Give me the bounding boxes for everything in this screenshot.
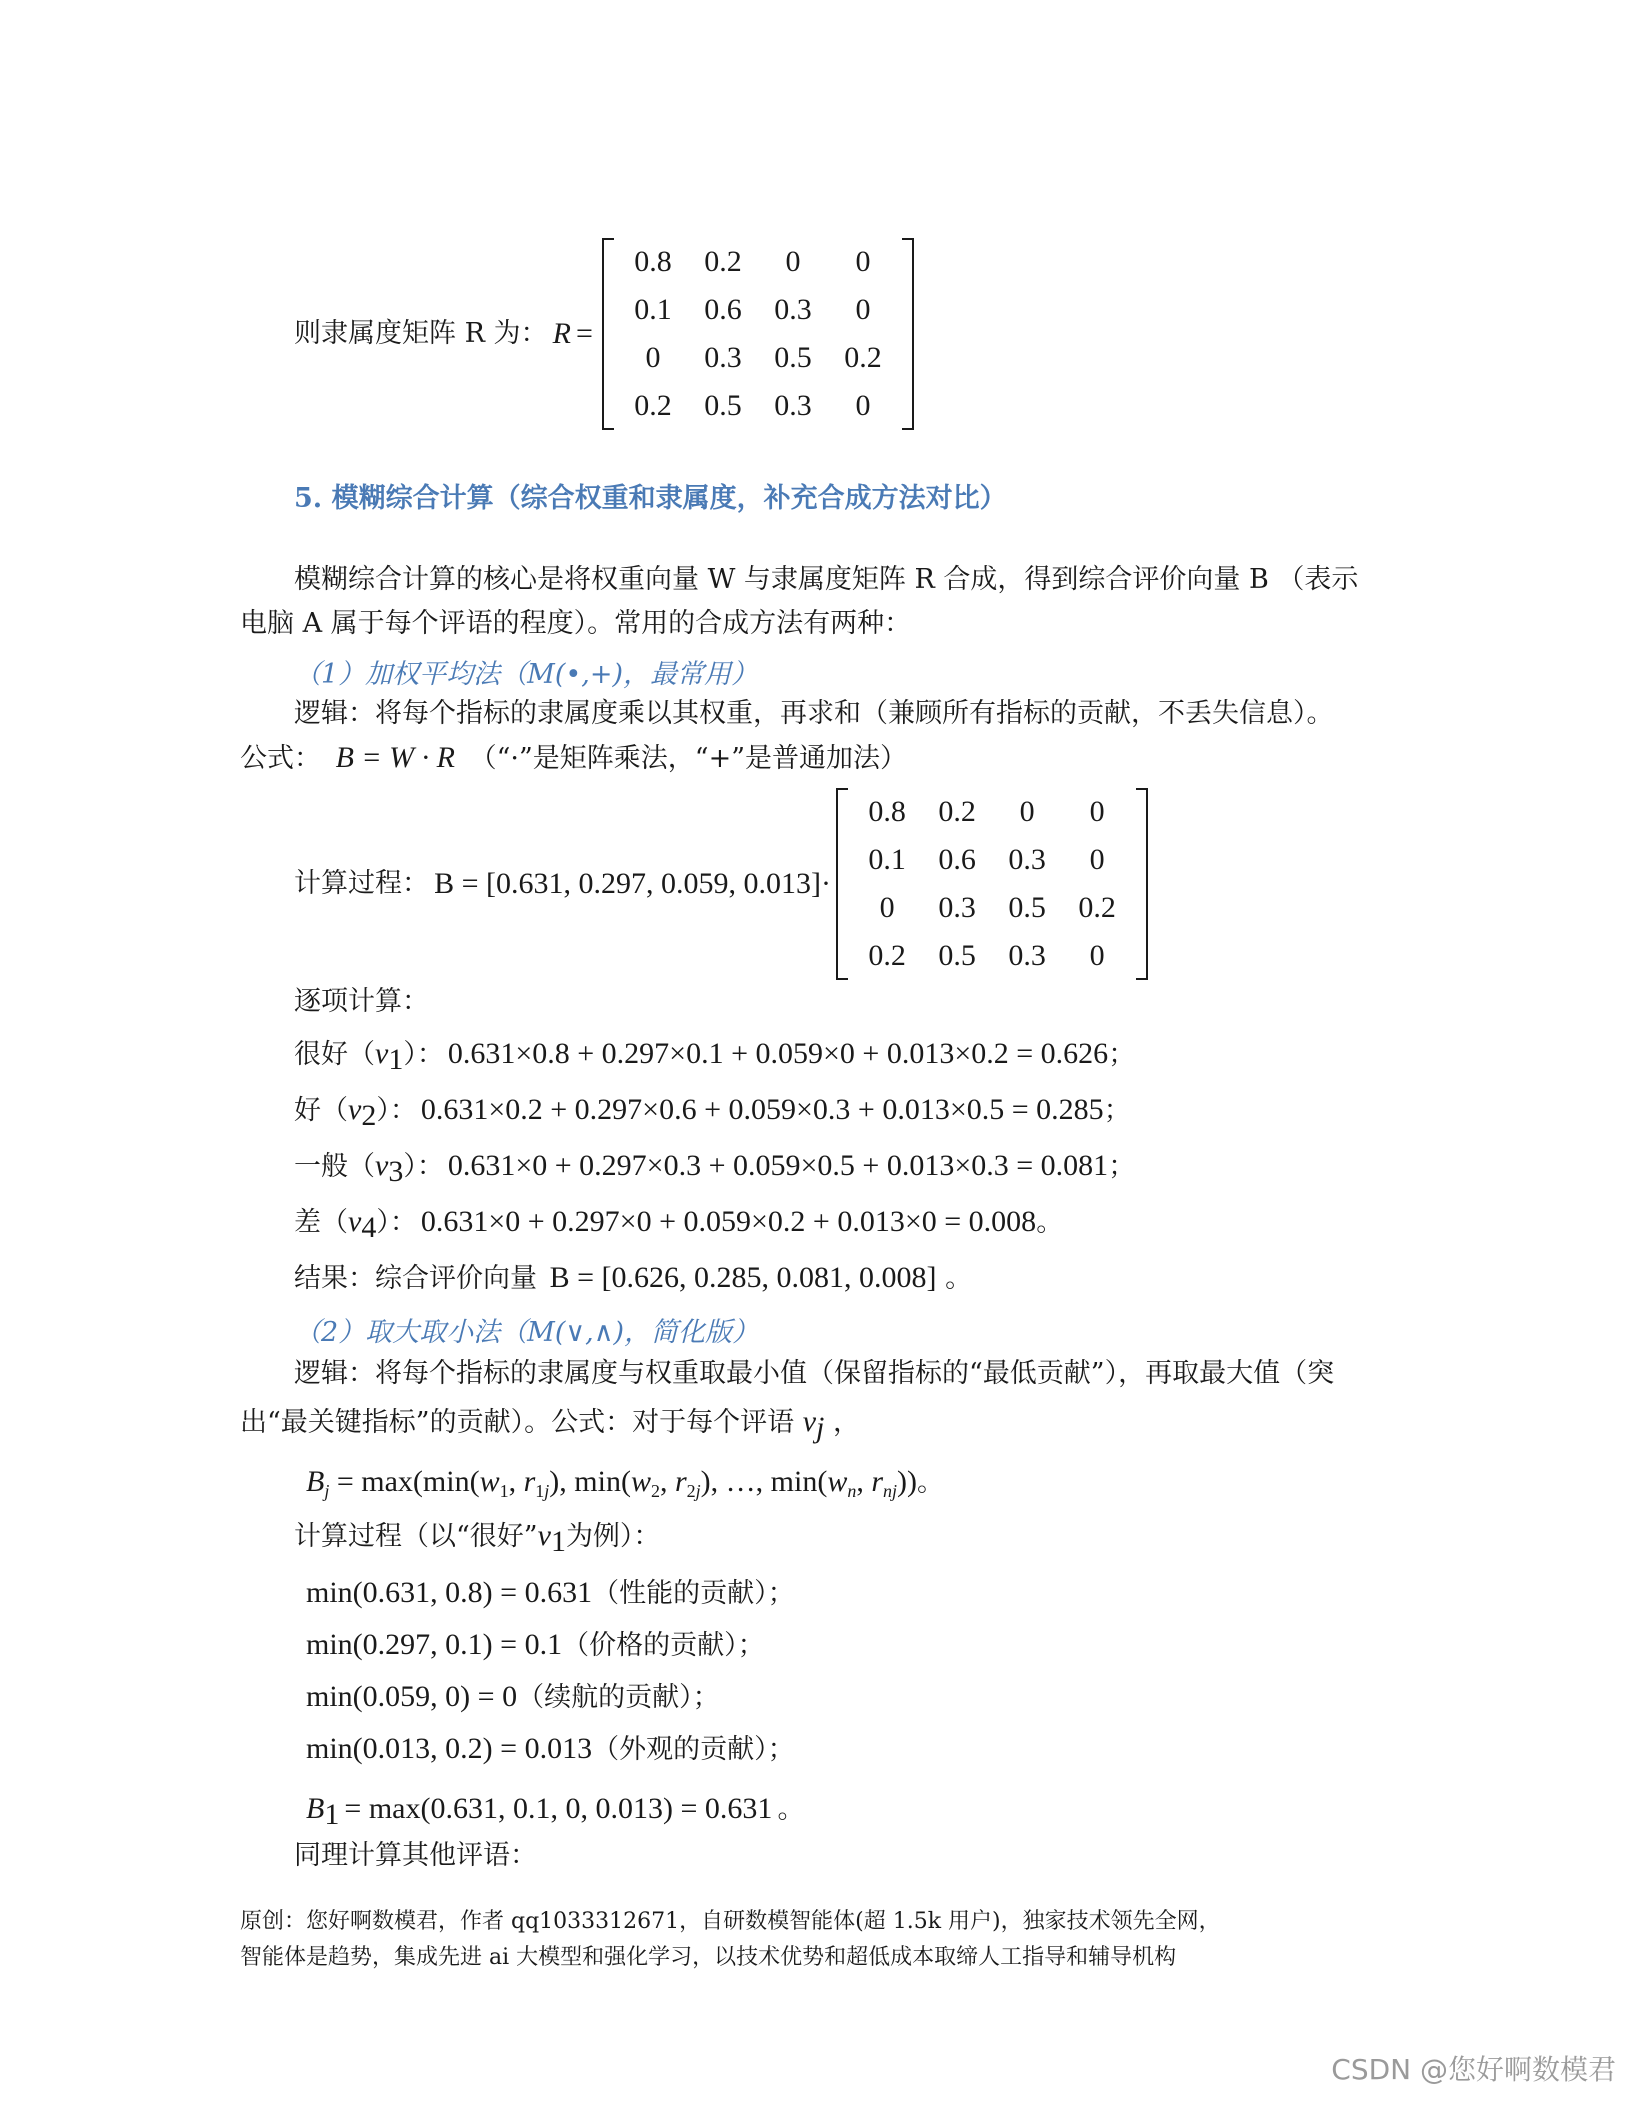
method-2-logic-var: v [802,1405,817,1438]
min-step-line [306,1576,795,1612]
itemized-label: 逐项计算： [294,986,429,1017]
matrix-r-block [294,238,914,430]
membership-matrix-r [602,238,914,430]
item-var: v [348,1205,362,1238]
calc-label-text: 计算过程（以“很好” [294,1521,538,1552]
item-var: v [348,1093,362,1126]
matrix-cell: 0 [1089,795,1105,828]
matrix-left-bracket [602,238,614,430]
matrix-r-equals: = [576,317,593,350]
item-label: 好（ [294,1095,348,1126]
matrix-cell: 0 [785,245,801,278]
min-step-line [306,1732,795,1768]
calc-var: v [537,1519,551,1552]
item-end: ； [1108,1151,1136,1182]
min-step-expr: min(0.297, 0.1) = 0.1 [306,1628,563,1661]
method-1-matrix [836,788,1148,980]
others-line: 同理计算其他评语： [294,1840,537,1871]
footer-line2: 智能体是趋势，集成先进 ai 大模型和强化学习，以技术优势和超低成本取缔人工指导和辅导机构 [240,1945,1177,1970]
method-2-logic-text: 出“最关键指标”的贡献）。公式：对于每个评语 [240,1407,795,1438]
method-2-title: （2）取大取小法（M(∨,∧)，简化版） [294,1317,759,1348]
item-expr: 0.631×0 + 0.297×0 + 0.059×0.2 + 0.013×0 = 0.008 [420,1205,1037,1238]
matrix-cell: 0 [1019,795,1035,828]
item-end: 。 [1036,1207,1064,1238]
method-2-formula-end: 。 [917,1467,945,1497]
matrix-cell: 0.3 [774,293,812,326]
method-2-logic-end: ， [832,1407,860,1438]
matrix-right-bracket [902,238,914,430]
matrix-cell: 0.8 [634,245,672,278]
method-2-logic-line1: 逻辑：将每个指标的隶属度与权重取最小值（保留指标的“最低贡献”），再取最大值（突 [294,1358,1335,1389]
method-1-formula-prefix: 公式： [240,743,321,774]
matrix-r-label: 则隶属度矩阵 R 为： [294,318,548,349]
matrix-cell: 0.2 [1078,891,1116,924]
matrix-left-bracket [836,788,848,980]
matrix-row [618,334,898,382]
item-close: ）： [376,1207,417,1238]
result-end: 。 [945,1263,973,1294]
itemized-line [294,1204,1063,1246]
item-close: ）： [403,1151,444,1182]
matrix-cell: 0.5 [938,939,976,972]
item-expr: 0.631×0 + 0.297×0.3 + 0.059×0.5 + 0.013×0.3 = 0.081 [447,1149,1109,1182]
b1-line [306,1792,804,1832]
matrix-row [618,238,898,286]
calc-end: 为例）： [565,1521,661,1552]
item-expr: 0.631×0.2 + 0.297×0.6 + 0.059×0.3 + 0.013×0.5 = 0.285 [420,1093,1104,1126]
item-end: ； [1103,1095,1131,1126]
section-5-heading: 5. 模糊综合计算（综合权重和隶属度，补充合成方法对比） [294,483,1007,514]
min-step-expr: min(0.631, 0.8) = 0.631 [306,1576,593,1609]
item-sub: 3 [388,1155,404,1188]
matrix-cell: 0.8 [868,795,906,828]
item-end: ； [1108,1039,1136,1070]
method-2-formula: $B_j = \max(\min(w_1$, $r_{1j}$), $\min(w_2$, $r_{2j}$), …, $\min(w_n$, $r_{nj}$))。 [306,1465,945,1501]
method-2-logic-sub: j [816,1411,825,1444]
min-step-note: （性能的贡献）； [592,1578,795,1609]
item-sub: 2 [361,1099,377,1132]
matrix-cell: 0 [1089,843,1105,876]
b1-symbol: B [306,1792,325,1825]
item-close: ）： [403,1039,444,1070]
method-1-calc-expr: B = [0.631, 0.297, 0.059, 0.013]· [434,867,831,900]
item-label: 一般（ [294,1151,375,1182]
matrix-cell: 0.3 [1008,939,1046,972]
matrix-cell: 0 [855,245,871,278]
itemized-line [294,1036,1135,1078]
method-1-logic: 逻辑：将每个指标的隶属度乘以其权重，再求和（兼顾所有指标的贡献，不丢失信息）。 [294,698,1334,729]
item-expr: 0.631×0.8 + 0.297×0.1 + 0.059×0 + 0.013×0.2 = 0.626 [447,1037,1109,1070]
matrix-cell: 0 [855,389,871,422]
matrix-cell: 0.2 [634,389,672,422]
footer-line1: 原创：您好啊数模君，作者 qq1033312671，自研数模智能体(超 1.5k 用户)，独家技术领先全网， [240,1909,1221,1934]
method-1-title: （1）加权平均法（M(•,+)，最常用） [294,659,759,690]
matrix-row [618,382,898,430]
matrix-cell: 0.1 [634,293,672,326]
item-sub: 1 [388,1043,404,1076]
matrix-cell: 0.3 [774,389,812,422]
matrix-cell: 0.2 [938,795,976,828]
matrix-cell: 0.5 [774,341,812,374]
matrix-row [852,932,1132,980]
matrix-cell: 0.6 [704,293,742,326]
result-line [294,1260,972,1297]
matrix-cell: 0 [645,341,661,374]
b1-expr: = max(0.631, 0.1, 0, 0.013) = 0.631 [344,1792,773,1825]
method-2-calc-label [294,1518,660,1560]
item-label: 差（ [294,1207,348,1238]
result-label: 结果：综合评价向量 [294,1263,537,1294]
section-5-intro-line1: 模糊综合计算的核心是将权重向量 W 与隶属度矩阵 R 合成，得到综合评价向量 B （表示 [294,564,1359,595]
matrix-row [618,286,898,334]
matrix-cell: 0.3 [1008,843,1046,876]
method-1-formula-line [240,740,907,777]
b1-sub: 1 [324,1798,340,1831]
csdn-watermark: CSDN @您好啊数模君 [1331,2053,1616,2086]
matrix-row [852,788,1132,836]
result-expr: B = [0.626, 0.285, 0.081, 0.008] [549,1261,937,1294]
matrix-row [852,836,1132,884]
matrix-right-bracket [1136,788,1148,980]
min-step-line [306,1628,765,1664]
matrix-cell: 0 [879,891,895,924]
min-step-note: （价格的贡献）； [562,1630,765,1661]
min-step-expr: min(0.059, 0) = 0 [306,1680,518,1713]
method-1-formula-note: （“·”是矩阵乘法，“+”是普通加法） [469,743,907,774]
matrix-cell: 0 [855,293,871,326]
matrix-cell: 0 [1089,939,1105,972]
item-sub: 4 [361,1211,377,1244]
item-label: 很好（ [294,1039,375,1070]
matrix-cell: 0.3 [938,891,976,924]
item-var: v [375,1149,389,1182]
calc-sub: 1 [550,1525,566,1558]
matrix-cell: 0.2 [844,341,882,374]
itemized-line [294,1148,1135,1190]
item-close: ）： [376,1095,417,1126]
min-step-line [306,1680,720,1716]
matrix-cell: 0.5 [704,389,742,422]
min-step-note: （续航的贡献）； [517,1682,720,1713]
item-var: v [375,1037,389,1070]
section-5-intro-line2: 电脑 A 属于每个评语的程度）。常用的合成方法有两种： [240,608,912,639]
method-2-logic-line2 [240,1404,860,1446]
b1-end: 。 [777,1794,805,1825]
min-step-note: （外观的贡献）； [592,1734,795,1765]
matrix-cell: 0.2 [868,939,906,972]
matrix-row [852,884,1132,932]
matrix-cell: 0.1 [868,843,906,876]
matrix-cell: 0.6 [938,843,976,876]
min-step-expr: min(0.013, 0.2) = 0.013 [306,1732,593,1765]
matrix-cell: 0.2 [704,245,742,278]
matrix-r-symbol: R [552,317,571,350]
method-1-calc-block [294,788,1148,980]
method-1-calc-label: 计算过程： [294,868,429,899]
itemized-line [294,1092,1131,1134]
matrix-cell: 0.3 [704,341,742,374]
method-1-formula: B = W · R [335,741,455,774]
matrix-cell: 0.5 [1008,891,1046,924]
